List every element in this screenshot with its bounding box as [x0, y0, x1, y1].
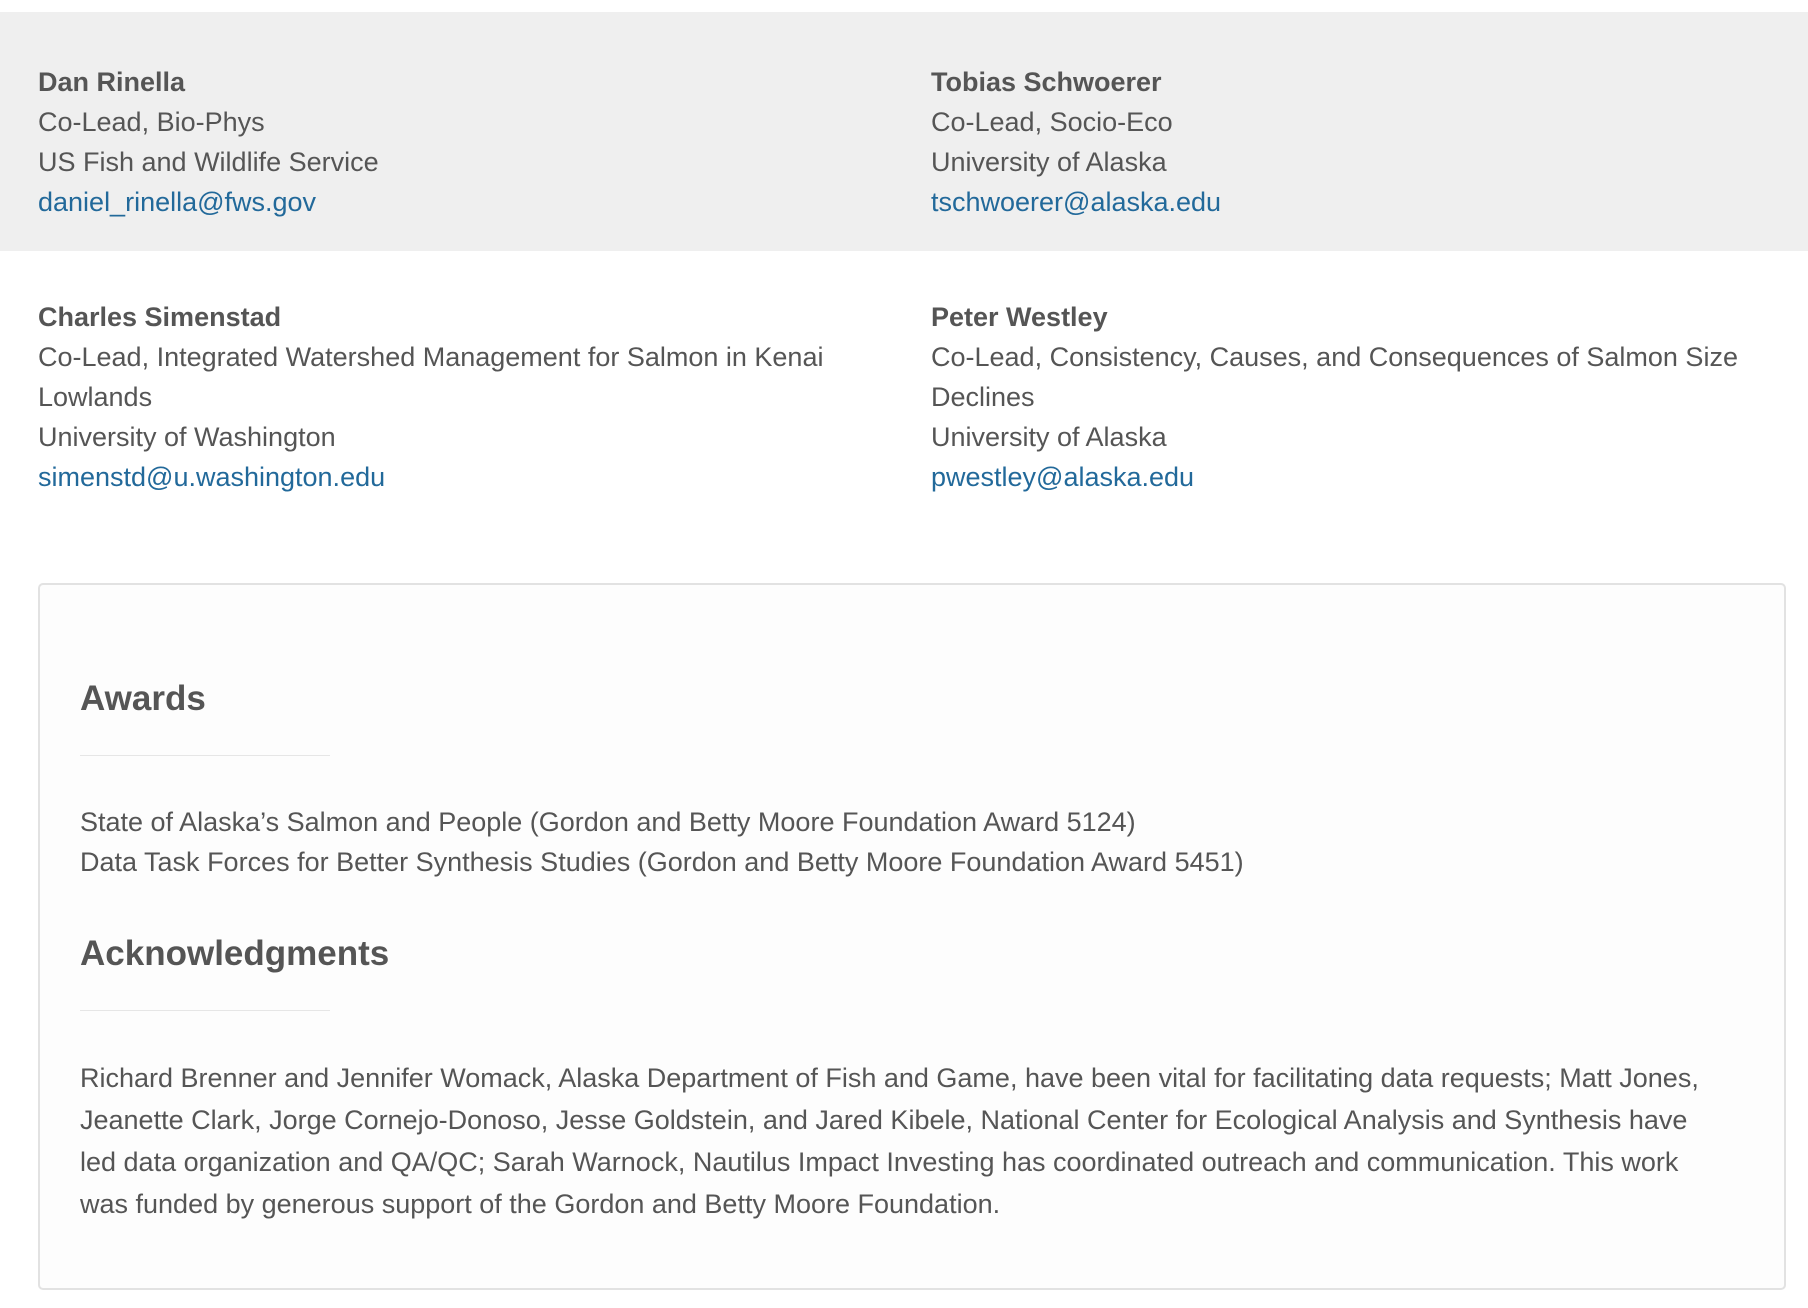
person-organization: University of Alaska [931, 422, 1167, 452]
person-role: Co-Lead, Socio-Eco [931, 107, 1173, 137]
people-row-2 [0, 251, 1808, 511]
person-name: Dan Rinella [38, 67, 186, 97]
awards-acknowledgments-panel [38, 583, 1786, 1290]
person-card [38, 62, 931, 251]
acknowledgments-text: Richard Brenner and Jennifer Womack, Alaska Department of Fish and Game, have been vital for facilitating data requests; Matt Jones, Jeanette Clark, Jorge Cornejo-Donoso, Jesse Goldstein, and Jared Kibele, National Center for Ecological Analysis and Synthesis have led data organization and QA/QC; Sarah Warnock, Nautilus Impact Investing has coordinated outreach and communication. This work was funded by generous support of the Gordon and Betty Moore Foundation. [80, 1063, 1699, 1219]
acknowledgments-heading: Acknowledgments [80, 934, 390, 973]
acknowledgments-divider [80, 1010, 330, 1011]
person-card [931, 62, 1808, 251]
person-name: Charles Simenstad [38, 302, 282, 332]
person-name: Peter Westley [931, 302, 1108, 332]
person-role: Co-Lead, Integrated Watershed Management for Salmon in Kenai Lowlands [38, 342, 824, 412]
person-email-link[interactable]: pwestley@alaska.edu [931, 462, 1195, 492]
person-card [931, 297, 1808, 511]
person-organization: University of Washington [38, 422, 336, 452]
person-email-link[interactable]: daniel_rinella@fws.gov [38, 187, 317, 217]
person-name: Tobias Schwoerer [931, 67, 1162, 97]
person-role: Co-Lead, Bio-Phys [38, 107, 265, 137]
page [0, 12, 1808, 1308]
person-role: Co-Lead, Consistency, Causes, and Consequences of Salmon Size Declines [931, 342, 1738, 412]
awards-list [80, 802, 1744, 882]
awards-divider [80, 755, 330, 756]
person-email-link[interactable]: tschwoerer@alaska.edu [931, 187, 1222, 217]
person-organization: University of Alaska [931, 147, 1167, 177]
people-row-1 [0, 12, 1808, 251]
award-item: Data Task Forces for Better Synthesis Studies (Gordon and Betty Moore Foundation Award 5451) [80, 847, 1244, 877]
person-email-link[interactable]: simenstd@u.washington.edu [38, 462, 386, 492]
person-card [38, 297, 931, 511]
person-organization: US Fish and Wildlife Service [38, 147, 379, 177]
award-item: State of Alaska’s Salmon and People (Gordon and Betty Moore Foundation Award 5124) [80, 807, 1136, 837]
awards-heading: Awards [80, 679, 206, 718]
